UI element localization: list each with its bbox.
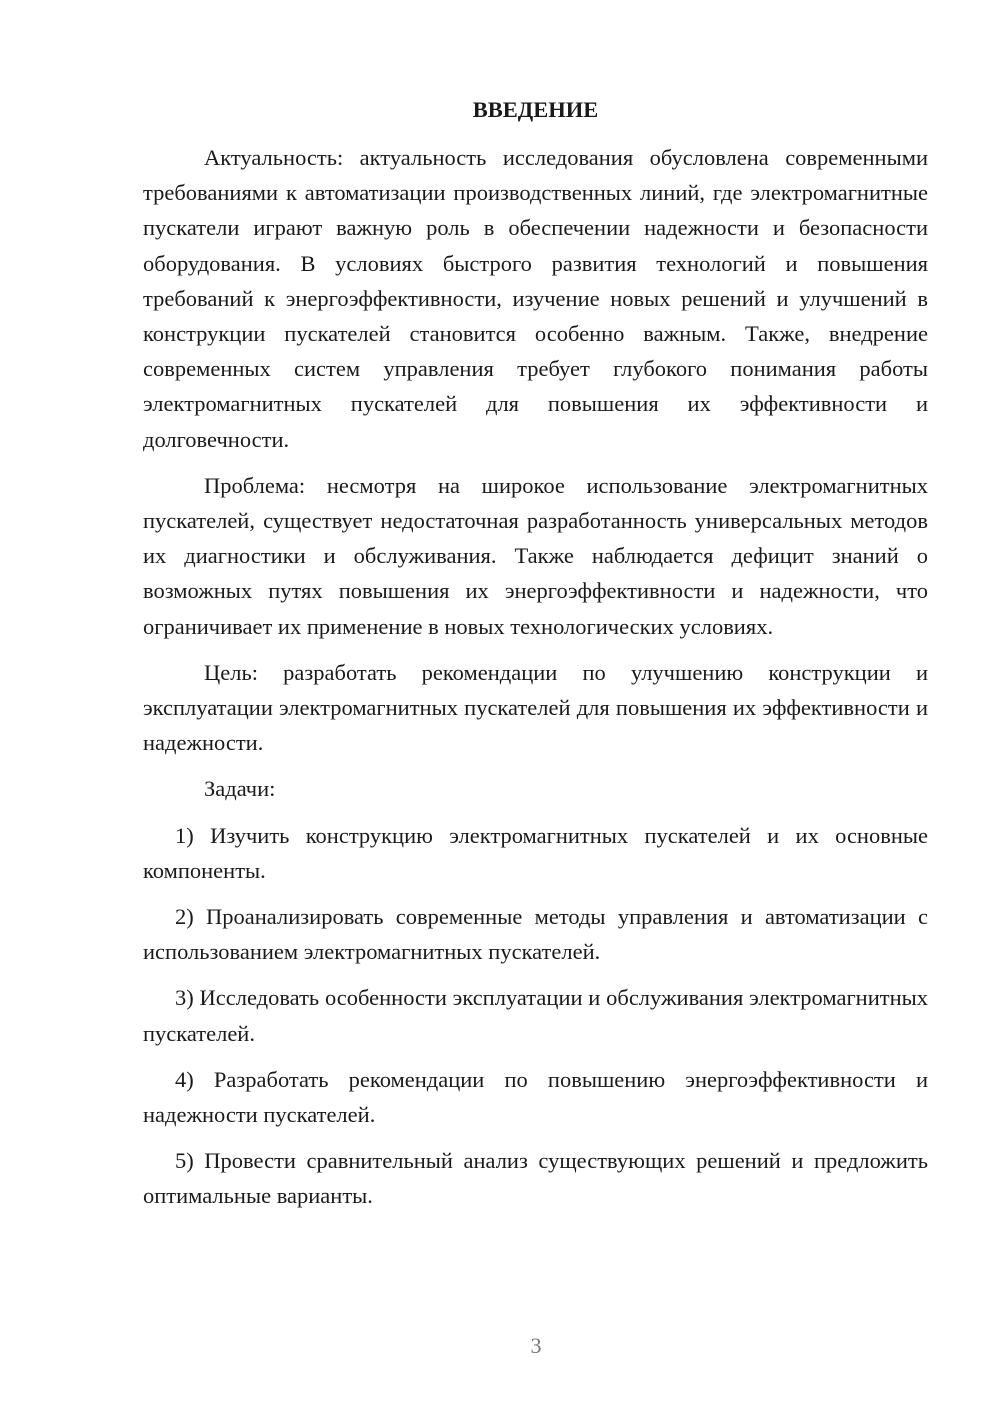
paragraph-problem: Проблема: несмотря на широкое использование электромагнитных пускателей, существует недостаточная разработанность универсальных методов их диагностики и обслуживания. Также наблюдается дефицит знаний о возможных путях повышения их энергоэффективности и надежности, что ограничивает их применение в новых технологических условиях. xyxy=(143,472,928,639)
task-item: 3) Исследовать особенности эксплуатации и обслуживания электромагнитных пускателей. xyxy=(143,985,928,1046)
tasks-label: Задачи: xyxy=(204,776,276,802)
task-item: 5) Провести сравнительный анализ существующих решений и предложить оптимальные варианты. xyxy=(143,1148,928,1209)
page-number: 3 xyxy=(530,1333,542,1358)
paragraph-goal: Цель: разработать рекомендации по улучшению конструкции и эксплуатации электромагнитных пускателей для повышения их эффективности и надежности. xyxy=(143,659,928,756)
page-title: ВВЕДЕНИЕ xyxy=(472,97,599,122)
task-item: 4) Разработать рекомендации по повышению энергоэффективности и надежности пускателей. xyxy=(143,1066,928,1128)
document-body xyxy=(143,95,928,1225)
task-item: 2) Проанализировать современные методы управления и автоматизации с использованием электромагнитных пускателей. xyxy=(143,904,928,965)
paragraph-relevance: Актуальность: актуальность исследования обусловлена современными требованиями к автоматизации производственных линий, где электромагнитные пускатели играют важную роль в обеспечении надежности и безопасности оборудования. В условиях быстрого развития технологий и повышения требований к энергоэффективности, изучение новых решений и улучшений в конструкции пускателей становится особенно важным. Также, внедрение современных систем управления требует глубокого понимания работы электромагнитных пускателей для повышения их эффективности и долговечности. xyxy=(143,145,928,452)
task-item: 1) Изучить конструкцию электромагнитных пускателей и их основные компоненты. xyxy=(143,822,928,883)
